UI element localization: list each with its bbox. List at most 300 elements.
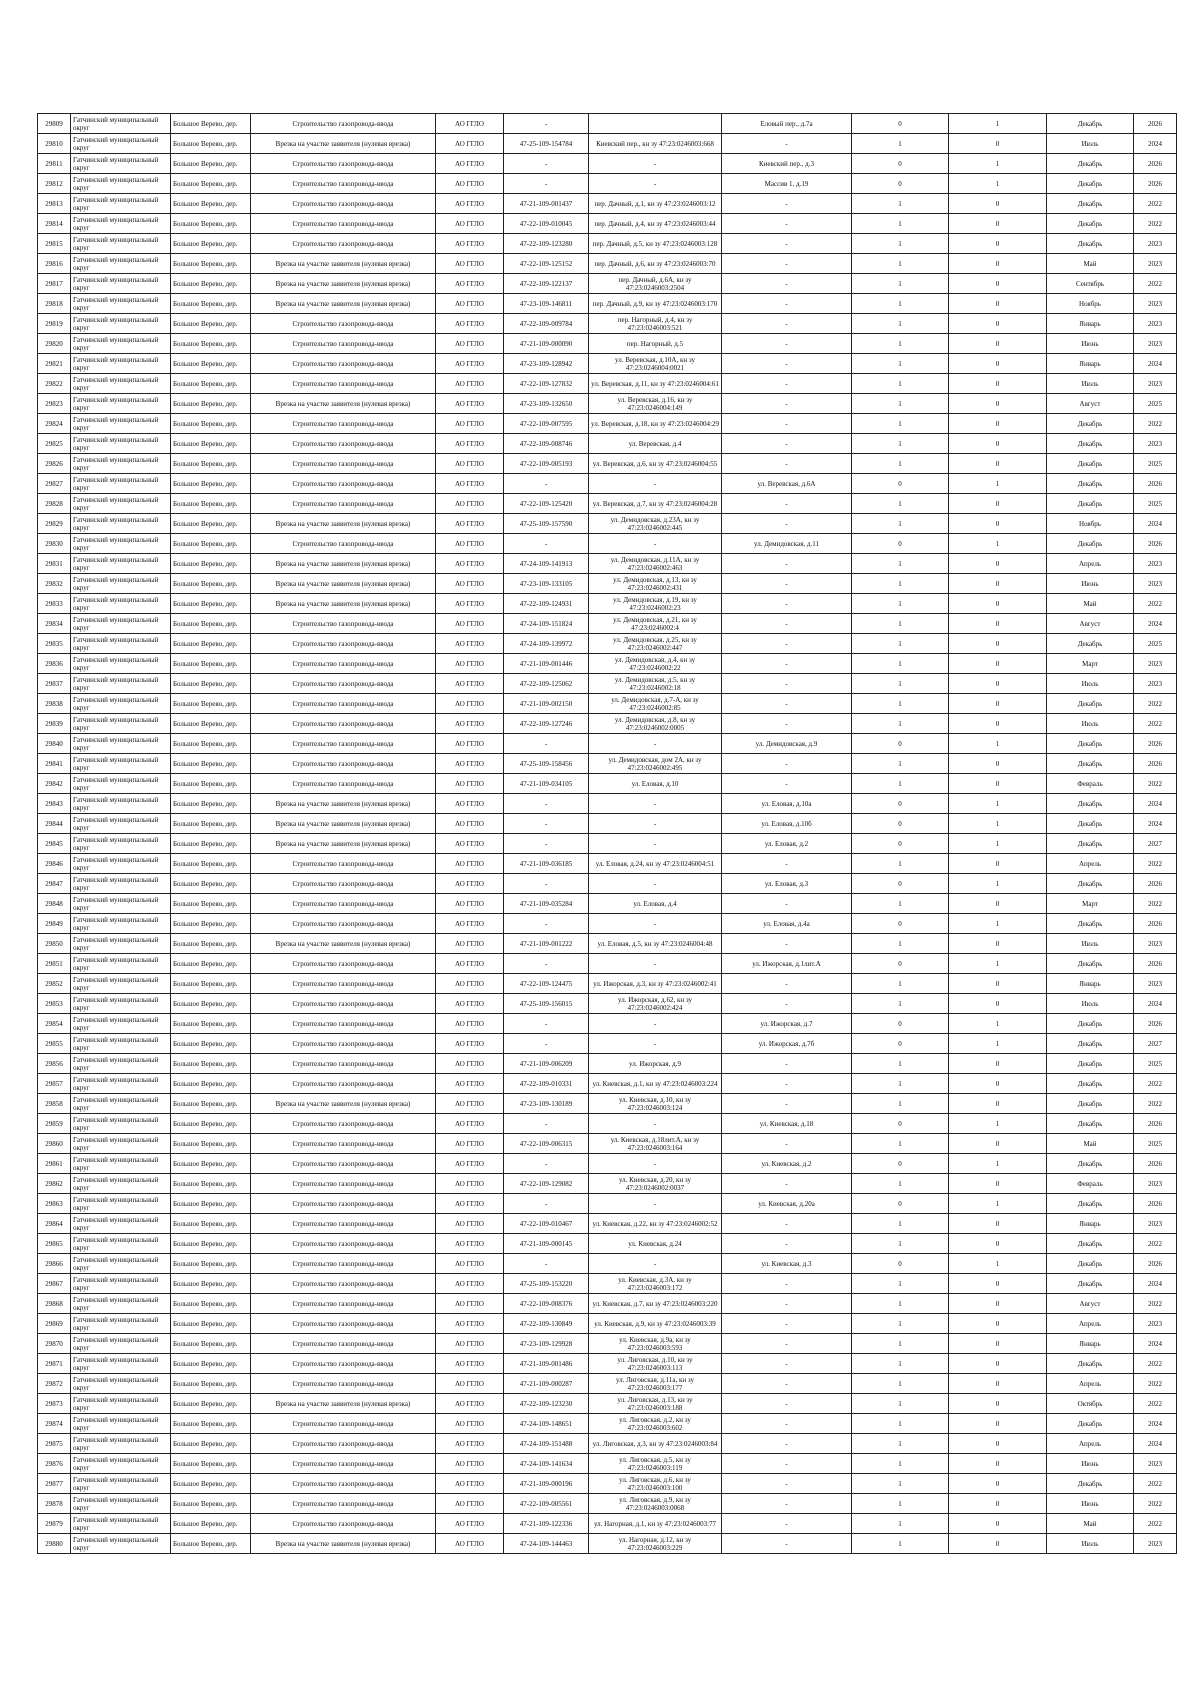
cell-settlement: Большое Верево, дер. (171, 1034, 251, 1054)
cell-year: 2027 (1134, 1034, 1177, 1054)
cell-count-connected: 0 (852, 1114, 949, 1134)
cell-planned-address: - (722, 214, 852, 234)
cell-planned-address: - (722, 1174, 852, 1194)
cell-count-planned: 0 (949, 354, 1047, 374)
cell-count-planned: 1 (949, 874, 1047, 894)
cell-row-number: 29837 (38, 674, 71, 694)
cell-month: Сентябрь (1047, 274, 1134, 294)
cell-cadastral-address: ул. Демидовская, д.19, кн зу 47:23:0246002:23 (589, 594, 722, 614)
cell-count-planned: 0 (949, 194, 1047, 214)
cell-row-number: 29846 (38, 854, 71, 874)
cell-district: Гатчинский муниципальный округ (71, 734, 171, 754)
cell-year: 2023 (1134, 434, 1177, 454)
cell-district: Гатчинский муниципальный округ (71, 474, 171, 494)
cell-planned-address: - (722, 974, 852, 994)
cell-year: 2023 (1134, 974, 1177, 994)
cell-count-planned: 0 (949, 854, 1047, 874)
table-row (38, 454, 1177, 474)
cell-settlement: Большое Верево, дер. (171, 1174, 251, 1194)
cell-district: Гатчинский муниципальный округ (71, 174, 171, 194)
cell-planned-address: - (722, 454, 852, 474)
cell-settlement: Большое Верево, дер. (171, 654, 251, 674)
cell-cadastral-address: Киевский пер., кн зу 47:23:0246003:668 (589, 134, 722, 154)
cell-application-number: 47-22-109-125062 (504, 674, 589, 694)
cell-month: Июль (1047, 674, 1134, 694)
cell-work-type: Строительство газопровода-ввода (251, 1374, 436, 1394)
cell-organization: АО ГГЛО (436, 834, 504, 854)
cell-year: 2025 (1134, 394, 1177, 414)
cell-application-number: 47-23-109-146811 (504, 294, 589, 314)
cell-work-type: Строительство газопровода-ввода (251, 374, 436, 394)
cell-count-connected: 1 (852, 1454, 949, 1474)
cell-application-number: 47-22-109-127832 (504, 374, 589, 394)
cell-application-number: - (504, 1154, 589, 1174)
cell-work-type: Строительство газопровода-ввода (251, 754, 436, 774)
cell-organization: АО ГГЛО (436, 594, 504, 614)
cell-planned-address: - (722, 1214, 852, 1234)
cell-row-number: 29873 (38, 1394, 71, 1414)
cell-month: Декабрь (1047, 1094, 1134, 1114)
table-row (38, 994, 1177, 1014)
cell-row-number: 29832 (38, 574, 71, 594)
cell-settlement: Большое Верево, дер. (171, 1094, 251, 1114)
cell-district: Гатчинский муниципальный округ (71, 634, 171, 654)
cell-planned-address: - (722, 1094, 852, 1114)
cell-settlement: Большое Верево, дер. (171, 574, 251, 594)
cell-row-number: 29840 (38, 734, 71, 754)
cell-count-connected: 1 (852, 194, 949, 214)
cell-cadastral-address: пер. Дачный, д.6, кн зу 47:23:0246003:70 (589, 254, 722, 274)
cell-planned-address: - (722, 374, 852, 394)
cell-count-planned: 0 (949, 1134, 1047, 1154)
cell-planned-address: ул. Ижорская, д.7б (722, 1034, 852, 1054)
cell-count-planned: 0 (949, 994, 1047, 1014)
cell-application-number: 47-22-109-124475 (504, 974, 589, 994)
cell-cadastral-address: ул. Лиговская, д.3, кн зу 47:23:0246003:84 (589, 1434, 722, 1454)
cell-row-number: 29868 (38, 1294, 71, 1314)
cell-organization: АО ГГЛО (436, 554, 504, 574)
cell-month: Январь (1047, 1334, 1134, 1354)
cell-work-type: Строительство газопровода-ввода (251, 1194, 436, 1214)
cell-district: Гатчинский муниципальный округ (71, 954, 171, 974)
cell-cadastral-address: - (589, 794, 722, 814)
cell-district: Гатчинский муниципальный округ (71, 1114, 171, 1134)
cell-district: Гатчинский муниципальный округ (71, 134, 171, 154)
cell-count-connected: 1 (852, 234, 949, 254)
cell-cadastral-address: - (589, 474, 722, 494)
cell-cadastral-address: - (589, 1154, 722, 1174)
cell-planned-address: - (722, 254, 852, 274)
cell-application-number: - (504, 474, 589, 494)
cell-row-number: 29854 (38, 1014, 71, 1034)
cell-row-number: 29813 (38, 194, 71, 214)
cell-application-number: 47-22-109-005193 (504, 454, 589, 474)
cell-count-planned: 0 (949, 634, 1047, 654)
table-row (38, 1314, 1177, 1334)
cell-row-number: 29876 (38, 1454, 71, 1474)
cell-district: Гатчинский муниципальный округ (71, 554, 171, 574)
cell-settlement: Большое Верево, дер. (171, 534, 251, 554)
cell-application-number: 47-24-109-141913 (504, 554, 589, 574)
cell-application-number: 47-23-109-128942 (504, 354, 589, 374)
cell-count-planned: 1 (949, 1254, 1047, 1274)
cell-count-planned: 0 (949, 1174, 1047, 1194)
table-row (38, 1014, 1177, 1034)
cell-count-planned: 0 (949, 1214, 1047, 1234)
cell-planned-address: - (722, 194, 852, 214)
cell-month: Декабрь (1047, 754, 1134, 774)
cell-row-number: 29879 (38, 1514, 71, 1534)
cell-count-connected: 1 (852, 1394, 949, 1414)
cell-application-number: 47-24-109-144463 (504, 1534, 589, 1554)
table-row (38, 1394, 1177, 1414)
cell-cadastral-address: ул. Киевская, д.22, кн зу 47:23:0246002:52 (589, 1214, 722, 1234)
cell-count-connected: 1 (852, 294, 949, 314)
cell-count-planned: 1 (949, 1014, 1047, 1034)
cell-organization: АО ГГЛО (436, 1274, 504, 1294)
cell-application-number: 47-22-109-130849 (504, 1314, 589, 1334)
cell-district: Гатчинский муниципальный округ (71, 1514, 171, 1534)
cell-month: Декабрь (1047, 454, 1134, 474)
table-row (38, 114, 1177, 134)
cell-month: Июль (1047, 1534, 1134, 1554)
cell-planned-address: - (722, 234, 852, 254)
cell-month: Декабрь (1047, 1154, 1134, 1174)
cell-organization: АО ГГЛО (436, 454, 504, 474)
cell-district: Гатчинский муниципальный округ (71, 754, 171, 774)
cell-settlement: Большое Верево, дер. (171, 1454, 251, 1474)
table-row (38, 554, 1177, 574)
cell-year: 2026 (1134, 534, 1177, 554)
cell-year: 2022 (1134, 1514, 1177, 1534)
cell-month: Декабрь (1047, 914, 1134, 934)
cell-settlement: Большое Верево, дер. (171, 1514, 251, 1534)
cell-count-planned: 0 (949, 754, 1047, 774)
cell-cadastral-address: ул. Лиговская, д.6, кн зу 47:23:0246003:100 (589, 1474, 722, 1494)
cell-year: 2023 (1134, 1174, 1177, 1194)
cell-settlement: Большое Верево, дер. (171, 1374, 251, 1394)
cell-row-number: 29836 (38, 654, 71, 674)
cell-planned-address: ул. Демидовская, д.11 (722, 534, 852, 554)
cell-row-number: 29818 (38, 294, 71, 314)
cell-district: Гатчинский муниципальный округ (71, 534, 171, 554)
cell-settlement: Большое Верево, дер. (171, 314, 251, 334)
cell-settlement: Большое Верево, дер. (171, 474, 251, 494)
cell-count-planned: 0 (949, 1494, 1047, 1514)
cell-month: Июнь (1047, 334, 1134, 354)
cell-row-number: 29838 (38, 694, 71, 714)
cell-organization: АО ГГЛО (436, 514, 504, 534)
cell-organization: АО ГГЛО (436, 914, 504, 934)
cell-planned-address: - (722, 314, 852, 334)
cell-count-connected: 1 (852, 1474, 949, 1494)
cell-year: 2026 (1134, 954, 1177, 974)
cell-count-connected: 0 (852, 914, 949, 934)
cell-organization: АО ГГЛО (436, 174, 504, 194)
cell-row-number: 29858 (38, 1094, 71, 1114)
cell-organization: АО ГГЛО (436, 374, 504, 394)
cell-planned-address: ул. Демидовская, д.9 (722, 734, 852, 754)
cell-district: Гатчинский муниципальный округ (71, 374, 171, 394)
table-row (38, 674, 1177, 694)
cell-count-connected: 0 (852, 534, 949, 554)
table-row (38, 434, 1177, 454)
cell-organization: АО ГГЛО (436, 734, 504, 754)
cell-settlement: Большое Верево, дер. (171, 1394, 251, 1414)
cell-application-number: 47-22-109-123230 (504, 1394, 589, 1414)
table-row (38, 914, 1177, 934)
table-row (38, 594, 1177, 614)
cell-count-connected: 0 (852, 1014, 949, 1034)
cell-count-planned: 0 (949, 214, 1047, 234)
cell-row-number: 29841 (38, 754, 71, 774)
cell-organization: АО ГГЛО (436, 1474, 504, 1494)
cell-district: Гатчинский муниципальный округ (71, 794, 171, 814)
cell-month: Июль (1047, 134, 1134, 154)
cell-application-number: 47-24-109-151824 (504, 614, 589, 634)
table-row (38, 874, 1177, 894)
cell-count-connected: 1 (852, 1074, 949, 1094)
cell-cadastral-address: ул. Лиговская, д.9, кн зу 47:23:0246003:0068 (589, 1494, 722, 1514)
cell-district: Гатчинский муниципальный округ (71, 1154, 171, 1174)
cell-organization: АО ГГЛО (436, 1374, 504, 1394)
cell-count-planned: 0 (949, 334, 1047, 354)
cell-cadastral-address: ул. Веревская, д.7, кн зу 47:23:0246004:28 (589, 494, 722, 514)
cell-planned-address: ул. Веревская, д.6А (722, 474, 852, 494)
cell-organization: АО ГГЛО (436, 494, 504, 514)
cell-count-connected: 0 (852, 1194, 949, 1214)
cell-settlement: Большое Верево, дер. (171, 954, 251, 974)
cell-settlement: Большое Верево, дер. (171, 274, 251, 294)
cell-work-type: Строительство газопровода-ввода (251, 614, 436, 634)
cell-organization: АО ГГЛО (436, 974, 504, 994)
cell-count-planned: 0 (949, 1294, 1047, 1314)
cell-work-type: Строительство газопровода-ввода (251, 414, 436, 434)
cell-organization: АО ГГЛО (436, 1314, 504, 1334)
cell-row-number: 29861 (38, 1154, 71, 1174)
cell-count-planned: 0 (949, 254, 1047, 274)
cell-year: 2024 (1134, 1414, 1177, 1434)
cell-organization: АО ГГЛО (436, 1334, 504, 1354)
cell-district: Гатчинский муниципальный округ (71, 514, 171, 534)
cell-cadastral-address: - (589, 814, 722, 834)
cell-application-number: 47-21-109-001222 (504, 934, 589, 954)
cell-year: 2023 (1134, 254, 1177, 274)
cell-planned-address: - (722, 1314, 852, 1334)
cell-month: Декабрь (1047, 1254, 1134, 1274)
cell-month: Декабрь (1047, 1474, 1134, 1494)
cell-count-planned: 0 (949, 434, 1047, 454)
cell-cadastral-address: ул. Ижорская, д.9 (589, 1054, 722, 1074)
cell-month: Декабрь (1047, 534, 1134, 554)
cell-cadastral-address: - (589, 734, 722, 754)
cell-district: Гатчинский муниципальный округ (71, 194, 171, 214)
cell-planned-address: ул. Еловая, д.4а (722, 914, 852, 934)
cell-work-type: Строительство газопровода-ввода (251, 1434, 436, 1454)
cell-settlement: Большое Верево, дер. (171, 594, 251, 614)
cell-settlement: Большое Верево, дер. (171, 174, 251, 194)
cell-cadastral-address: ул. Ижорская, д.62, кн зу 47:23:0246002:424 (589, 994, 722, 1014)
table-row (38, 934, 1177, 954)
cell-count-planned: 0 (949, 774, 1047, 794)
cell-month: Июль (1047, 934, 1134, 954)
table-row (38, 514, 1177, 534)
cell-year: 2026 (1134, 754, 1177, 774)
cell-district: Гатчинский муниципальный округ (71, 574, 171, 594)
cell-row-number: 29850 (38, 934, 71, 954)
cell-cadastral-address: пер. Нагорный, д.5 (589, 334, 722, 354)
cell-work-type: Строительство газопровода-ввода (251, 1174, 436, 1194)
cell-planned-address: - (722, 294, 852, 314)
cell-work-type: Строительство газопровода-ввода (251, 854, 436, 874)
cell-application-number: 47-25-109-153220 (504, 1274, 589, 1294)
cell-application-number: - (504, 114, 589, 134)
cell-count-connected: 1 (852, 1354, 949, 1374)
cell-count-connected: 1 (852, 434, 949, 454)
cell-application-number: - (504, 1014, 589, 1034)
cell-planned-address: - (722, 774, 852, 794)
cell-application-number: 47-21-109-122336 (504, 1514, 589, 1534)
cell-count-connected: 1 (852, 454, 949, 474)
cell-district: Гатчинский муниципальный округ (71, 1234, 171, 1254)
cell-organization: АО ГГЛО (436, 1394, 504, 1414)
cell-year: 2025 (1134, 634, 1177, 654)
cell-work-type: Врезка на участке заявителя (нулевая врезка) (251, 514, 436, 534)
cell-count-connected: 1 (852, 674, 949, 694)
cell-month: Апрель (1047, 854, 1134, 874)
cell-count-planned: 0 (949, 454, 1047, 474)
cell-count-connected: 1 (852, 394, 949, 414)
cell-cadastral-address: - (589, 954, 722, 974)
cell-cadastral-address: ул. Еловая, д.24, кн зу 47:23:0246004:51 (589, 854, 722, 874)
table-row (38, 334, 1177, 354)
cell-settlement: Большое Верево, дер. (171, 194, 251, 214)
cell-district: Гатчинский муниципальный округ (71, 1014, 171, 1034)
cell-cadastral-address: ул. Веревская, д.10А, кн зу 47:23:0246004:0021 (589, 354, 722, 374)
cell-organization: АО ГГЛО (436, 1354, 504, 1374)
table-row (38, 1474, 1177, 1494)
cell-district: Гатчинский муниципальный округ (71, 1214, 171, 1234)
cell-district: Гатчинский муниципальный округ (71, 934, 171, 954)
cell-application-number: 47-22-109-129082 (504, 1174, 589, 1194)
cell-settlement: Большое Верево, дер. (171, 1014, 251, 1034)
table-row (38, 734, 1177, 754)
cell-count-connected: 1 (852, 1294, 949, 1314)
cell-year: 2023 (1134, 574, 1177, 594)
cell-organization: АО ГГЛО (436, 134, 504, 154)
cell-organization: АО ГГЛО (436, 474, 504, 494)
cell-year: 2023 (1134, 554, 1177, 574)
cell-row-number: 29862 (38, 1174, 71, 1194)
cell-work-type: Строительство газопровода-ввода (251, 874, 436, 894)
cell-count-connected: 1 (852, 974, 949, 994)
cell-application-number: 47-21-109-001486 (504, 1354, 589, 1374)
cell-work-type: Строительство газопровода-ввода (251, 914, 436, 934)
cell-row-number: 29816 (38, 254, 71, 274)
cell-planned-address: - (722, 434, 852, 454)
cell-planned-address: ул. Ижорская, д.1лит.А (722, 954, 852, 974)
cell-work-type: Врезка на участке заявителя (нулевая врезка) (251, 594, 436, 614)
cell-planned-address: - (722, 994, 852, 1014)
cell-settlement: Большое Верево, дер. (171, 1054, 251, 1074)
cell-month: Декабрь (1047, 814, 1134, 834)
cell-month: Декабрь (1047, 1414, 1134, 1434)
table-row (38, 1134, 1177, 1154)
cell-year: 2023 (1134, 374, 1177, 394)
cell-row-number: 29869 (38, 1314, 71, 1334)
cell-work-type: Строительство газопровода-ввода (251, 1154, 436, 1174)
table-row (38, 1354, 1177, 1374)
cell-month: Февраль (1047, 774, 1134, 794)
cell-application-number: - (504, 1034, 589, 1054)
cell-settlement: Большое Верево, дер. (171, 1434, 251, 1454)
cell-application-number: 47-22-109-010331 (504, 1074, 589, 1094)
cell-cadastral-address: ул. Ижорская, д.3, кн зу 47:23:0246002:41 (589, 974, 722, 994)
cell-work-type: Строительство газопровода-ввода (251, 1074, 436, 1094)
cell-row-number: 29871 (38, 1354, 71, 1374)
cell-planned-address: - (722, 1134, 852, 1154)
cell-work-type: Строительство газопровода-ввода (251, 214, 436, 234)
cell-organization: АО ГГЛО (436, 294, 504, 314)
cell-work-type: Строительство газопровода-ввода (251, 774, 436, 794)
cell-year: 2026 (1134, 474, 1177, 494)
cell-count-connected: 1 (852, 214, 949, 234)
cell-count-planned: 1 (949, 914, 1047, 934)
cell-organization: АО ГГЛО (436, 1114, 504, 1134)
cell-count-connected: 1 (852, 574, 949, 594)
cell-district: Гатчинский муниципальный округ (71, 1534, 171, 1554)
cell-row-number: 29865 (38, 1234, 71, 1254)
cell-work-type: Строительство газопровода-ввода (251, 474, 436, 494)
cell-settlement: Большое Верево, дер. (171, 1534, 251, 1554)
cell-work-type: Строительство газопровода-ввода (251, 234, 436, 254)
table-row (38, 974, 1177, 994)
cell-month: Декабрь (1047, 634, 1134, 654)
cell-row-number: 29847 (38, 874, 71, 894)
cell-organization: АО ГГЛО (436, 1074, 504, 1094)
cell-month: Март (1047, 654, 1134, 674)
cell-district: Гатчинский муниципальный округ (71, 114, 171, 134)
cell-settlement: Большое Верево, дер. (171, 994, 251, 1014)
cell-year: 2023 (1134, 654, 1177, 674)
cell-year: 2024 (1134, 134, 1177, 154)
cell-count-connected: 1 (852, 1494, 949, 1514)
cell-year: 2022 (1134, 1374, 1177, 1394)
cell-planned-address: - (722, 1494, 852, 1514)
cell-application-number: 47-22-109-008376 (504, 1294, 589, 1314)
cell-count-planned: 1 (949, 534, 1047, 554)
cell-settlement: Большое Верево, дер. (171, 674, 251, 694)
cell-month: Ноябрь (1047, 294, 1134, 314)
cell-work-type: Строительство газопровода-ввода (251, 1054, 436, 1074)
cell-month: Апрель (1047, 1314, 1134, 1334)
table-row (38, 1274, 1177, 1294)
cell-work-type: Строительство газопровода-ввода (251, 954, 436, 974)
cell-organization: АО ГГЛО (436, 754, 504, 774)
cell-work-type: Врезка на участке заявителя (нулевая врезка) (251, 934, 436, 954)
cell-planned-address: - (722, 1334, 852, 1354)
cell-application-number: 47-21-109-001446 (504, 654, 589, 674)
cell-district: Гатчинский муниципальный округ (71, 1094, 171, 1114)
cell-settlement: Большое Верево, дер. (171, 694, 251, 714)
cell-organization: АО ГГЛО (436, 434, 504, 454)
cell-work-type: Строительство газопровода-ввода (251, 1334, 436, 1354)
cell-year: 2023 (1134, 674, 1177, 694)
cell-application-number: 47-25-109-158456 (504, 754, 589, 774)
cell-district: Гатчинский муниципальный округ (71, 1454, 171, 1474)
cell-month: Декабрь (1047, 1034, 1134, 1054)
cell-planned-address: - (722, 1454, 852, 1474)
